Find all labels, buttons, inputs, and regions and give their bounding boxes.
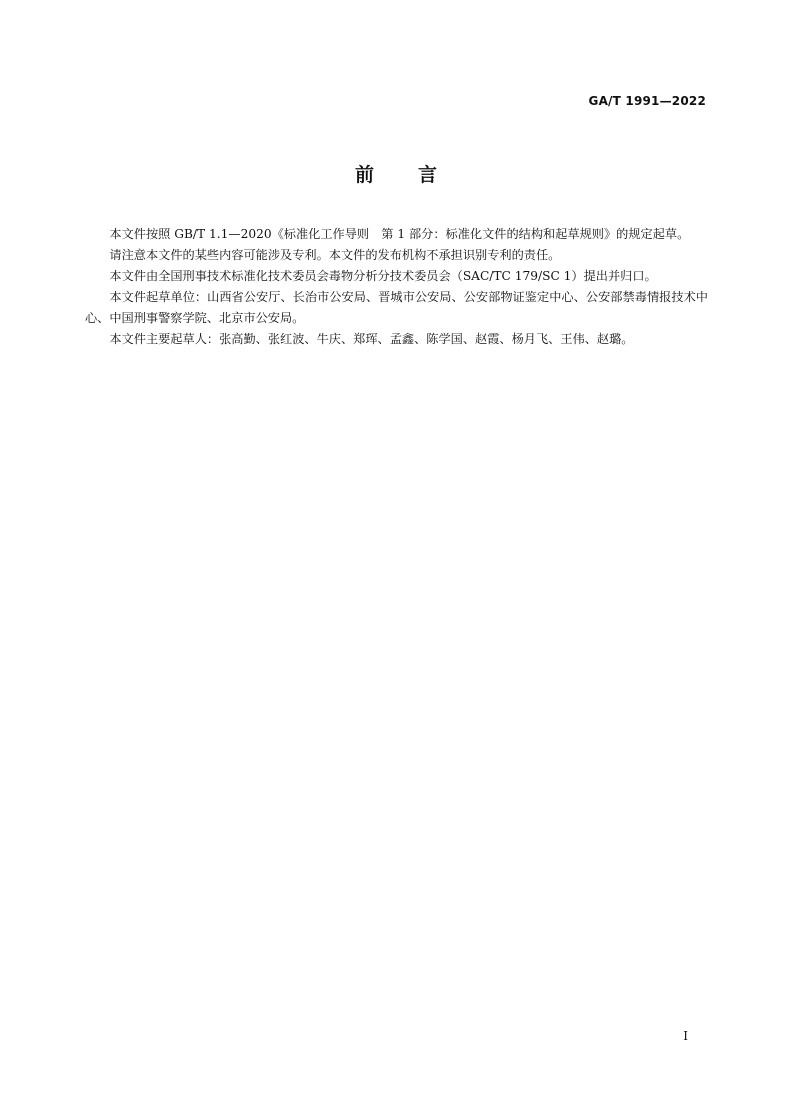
paragraph-drafters: 本文件主要起草人：张高勤、张红波、牛庆、郑珲、孟鑫、陈学国、赵霞、杨月飞、王伟、赵璐。 xyxy=(109,332,634,346)
page-number: I xyxy=(683,1029,688,1043)
document-code: GA/T 1991—2022 xyxy=(588,94,706,108)
page-title-char-2: 言 xyxy=(418,164,438,186)
paragraph-proposer: 本文件由全国刑事技术标准化技术委员会毒物分析分技术委员会（SAC/TC 179/SC 1）提出并归口。 xyxy=(109,269,657,283)
page-title-char-1: 前 xyxy=(354,164,374,186)
paragraph-drafting-rules: 本文件按照 GB/T 1.1—2020《标准化工作导则 第 1 部分：标准化文件的结构和起草规则》的规定起草。 xyxy=(109,227,690,241)
paragraph-drafting-units: 本文件起草单位：山西省公安厅、长治市公安局、晋城市公安局、公安部物证鉴定中心、公安部禁毒情报技术中心、中国刑事警察学院、北京市公安局。 xyxy=(85,290,708,325)
paragraph-patent-notice: 请注意本文件的某些内容可能涉及专利。本文件的发布机构不承担识别专利的责任。 xyxy=(109,248,561,262)
foreword-body xyxy=(85,224,708,350)
page-title xyxy=(0,160,792,187)
